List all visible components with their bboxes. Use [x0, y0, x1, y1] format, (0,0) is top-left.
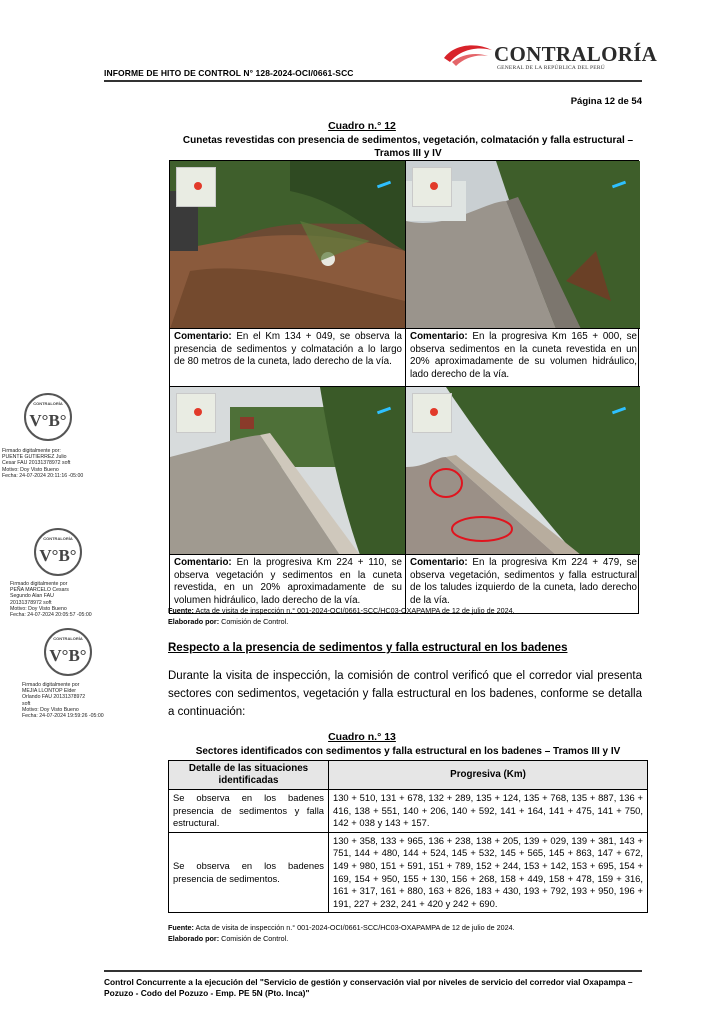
- photo-km-224-479: [406, 387, 640, 555]
- detail-cell: Se observa en los badenes presencia de sedimentos y falla estructural.: [169, 790, 329, 833]
- table13-source: Fuente: Acta de visita de inspección n.° 001-2024-OCI/0661-SCC/HC03-OXAPAMPA de 12 de julio de 2024.: [168, 923, 515, 932]
- table-row: [169, 832, 648, 913]
- section-heading: Respecto a la presencia de sedimentos y falla estructural en los badenes: [168, 642, 568, 654]
- logo-swoosh-icon: [442, 40, 494, 70]
- digital-signature-3: Firmado digitalmente por MEJIA LLONTOP Elder Orlando FAU 20131378972 soft Motivo: Doy Visto Bueno Fecha: 24-07-2024 19:59:26 -05:00: [22, 682, 104, 720]
- contraloria-logo: [442, 40, 658, 76]
- map-pin-icon: [194, 408, 202, 416]
- table12-source: Fuente: Acta de visita de inspección n.° 001-2024-OCI/0661-SCC/HC03-OXAPAMPA de 12 de julio de 2024.: [168, 606, 515, 615]
- range-cell: 130 + 510, 131 + 678, 132 + 289, 135 + 124, 135 + 768, 135 + 887, 136 + 416, 138 + 551, 140 + 206, 140 + 592, 141 + 164, 141 + 475, 141 + 750, 142 + 038 y 143 + 157.: [329, 790, 648, 833]
- photo-comment: Comentario: En la progresiva Km 165 + 000, se observa sedimentos en la cuneta revestida en un 20% aproximadamente de su volumen hidráulico, lado derecho de la vía.: [406, 329, 640, 387]
- column-header-detail: Detalle de las situaciones identificadas: [169, 761, 329, 790]
- header-rule: [104, 80, 642, 82]
- table-row: [169, 790, 648, 833]
- table13-prepared-by: Elaborado por: Comisión de Control.: [168, 934, 289, 943]
- map-pin-icon: [430, 408, 438, 416]
- photo-comment: Comentario: En la progresiva Km 224 + 110, se observa vegetación y sedimentos en la cuneta revestida, en un 20% aproximadamente de su volumen hidráulico, lado derecho de la vía.: [174, 557, 402, 606]
- table-header-row: [169, 761, 648, 790]
- table13-label: Cuadro n.° 13: [328, 731, 396, 743]
- map-thumbnail: [412, 393, 452, 433]
- photo-km-134: [170, 161, 405, 329]
- footer-rule: [104, 970, 642, 972]
- logo-subtitle: GENERAL DE LA REPÚBLICA DEL PERÚ: [497, 65, 605, 71]
- photo-cell: [405, 161, 640, 387]
- photo-km-224-110: [170, 387, 405, 555]
- section-paragraph: Durante la visita de inspección, la comisión de control verificó que el corredor vial presenta sectores con sedimentos, vegetación y falla estructural en los badenes, conforme se detalla a continuación:: [168, 670, 642, 718]
- map-thumbnail: [176, 167, 216, 207]
- page-number: Página 12 de 54: [570, 96, 642, 107]
- photo-cell: [170, 161, 405, 387]
- photo-cell: [170, 387, 405, 613]
- photo-comment: Comentario: En la progresiva Km 224 + 479, se observa vegetación, sedimentos y falla estructural de los taludes izquierdo de la cuneta, lado derecho de la vía.: [410, 557, 637, 606]
- footer-text: Control Concurrente a la ejecución del "Servicio de gestión y conservación vial por niveles de servicio del corredor vial Oxapampa – Pozuzo - Codo del Pozuzo - Emp. PE 5N (Pto. Inca)": [104, 977, 633, 998]
- detail-cell: Se observa en los badenes presencia de sedimentos.: [169, 832, 329, 913]
- visto-bueno-seal: CONTRALORÍA V°B°: [24, 393, 72, 441]
- map-pin-icon: [194, 182, 202, 190]
- table12-prepared-by: Elaborado por: Comisión de Control.: [168, 617, 289, 626]
- photo-cell: [405, 387, 640, 613]
- report-title: INFORME DE HITO DE CONTROL N° 128-2024-OCI/0661-SCC: [104, 68, 354, 78]
- map-thumbnail: [412, 167, 452, 207]
- digital-signature-2: Firmado digitalmente por PEÑA MARCELO Cesars Segundo Alan FAU 20131378972 soft Motivo: Doy Visto Bueno Fecha: 24-07-2024 20:05:57 -05:00: [10, 581, 92, 619]
- photo-km-165: [406, 161, 640, 329]
- sectors-table: [168, 760, 648, 913]
- visto-bueno-seal: CONTRALORÍA V°B°: [34, 528, 82, 576]
- digital-signature-1: Firmado digitalmente por: PUENTE GUTIERREZ Julio Cesar FAU 20131378972 soft Motivo: Doy Visto Bueno Fecha: 24-07-2024 20:11:16 -05:00: [2, 448, 84, 479]
- map-thumbnail: [176, 393, 216, 433]
- map-pin-icon: [430, 182, 438, 190]
- photo-comment: Comentario: En el Km 134 + 049, se observa la presencia de sedimentos y colmatación a lo largo de 80 metros de la cuneta, lado derecho de la vía.: [170, 329, 405, 387]
- photo-row: [170, 387, 638, 613]
- photo-grid: [169, 160, 639, 614]
- photo-row: [170, 161, 638, 387]
- column-header-progressive: Progresiva (Km): [329, 761, 648, 790]
- range-cell: 130 + 358, 133 + 965, 136 + 238, 138 + 205, 139 + 029, 139 + 381, 143 + 751, 144 + 480, 144 + 524, 145 + 532, 145 + 565, 145 + 863, 147 + 672, 149 + 980, 151 + 591, 151 + 789, 152 + 244, 153 + 142, 153 + 695, 154 + 169, 154 + 950, 155 + 130, 156 + 268, 158 + 449, 158 + 478, 159 + 316, 161 + 317, 161 + 880, 163 + 826, 183 + 430, 193 + 792, 193 + 950, 196 + 191, 227 + 232, 241 + 420 y 242 + 690.: [329, 832, 648, 913]
- logo-name: CONTRALORÍA: [494, 42, 658, 66]
- table12-label: Cuadro n.° 12: [328, 120, 396, 132]
- table12-title: Cunetas revestidas con presencia de sedimentos, vegetación, colmatación y falla estructural – Tramos III y IV: [182, 135, 634, 159]
- visto-bueno-seal: CONTRALORÍA V°B°: [44, 628, 92, 676]
- table13-title: Sectores identificados con sedimentos y falla estructural en los badenes – Tramos III y IV: [195, 746, 621, 757]
